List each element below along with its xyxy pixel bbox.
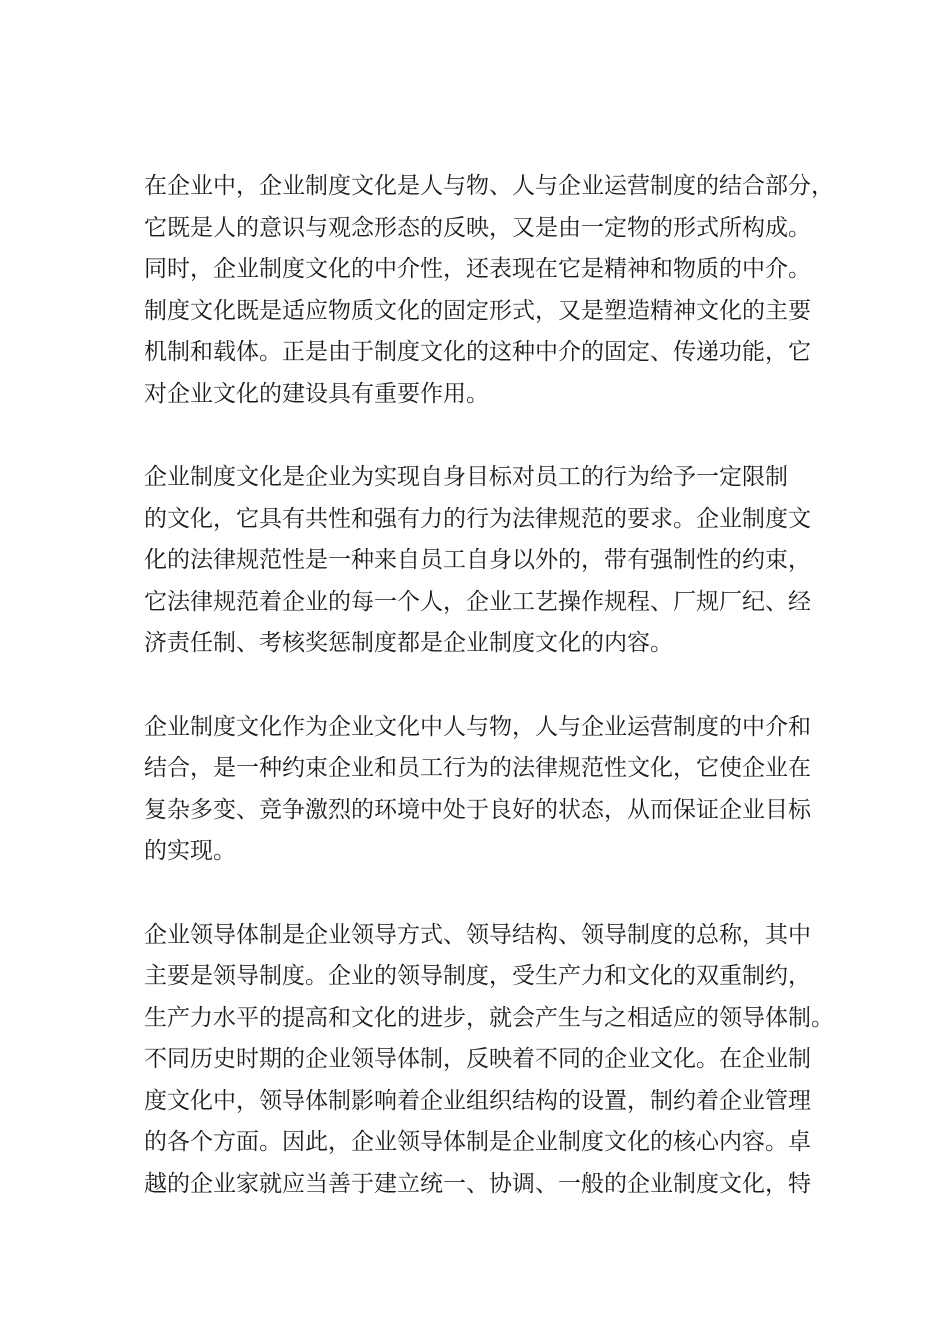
text-line: 机制和载体。正是由于制度文化的这种中介的固定、传递功能，它	[144, 339, 811, 365]
text-line: 企业制度文化是企业为实现自身目标对员工的行为给予一定限制	[144, 464, 788, 490]
text-line: 在企业中，企业制度文化是人与物、人与企业运营制度的结合部分，	[144, 173, 834, 199]
document-body	[144, 166, 834, 1247]
text-line: 同时，企业制度文化的中介性，还表现在它是精神和物质的中介。	[144, 256, 811, 282]
text-line: 不同历史时期的企业领导体制，反映着不同的企业文化。在企业制	[144, 1046, 811, 1072]
text-line: 度文化中，领导体制影响着企业组织结构的设置，制约着企业管理	[144, 1087, 811, 1114]
text-line: 企业制度文化作为企业文化中人与物，人与企业运营制度的中介和	[144, 713, 811, 740]
text-line: 对企业文化的建设具有重要作用。	[144, 380, 489, 407]
text-line: 制度文化既是适应物质文化的固定形式，又是塑造精神文化的主要	[144, 297, 811, 324]
paragraph-4	[144, 915, 834, 1206]
text-line: 化的法律规范性是一种来自员工自身以外的，带有强制性的约束，	[144, 547, 811, 573]
text-line: 济责任制、考核奖惩制度都是企业制度文化的内容。	[144, 630, 673, 656]
text-line: 生产力水平的提高和文化的进步，就会产生与之相适应的领导体制。	[144, 1004, 834, 1031]
text-line: 它法律规范着企业的每一个人，企业工艺操作规程、厂规厂纪、经	[144, 588, 811, 615]
text-line: 复杂多变、竞争激烈的环境中处于良好的状态，从而保证企业目标	[144, 796, 811, 823]
paragraph-1	[144, 166, 834, 415]
text-line: 企业领导体制是企业领导方式、领导结构、领导制度的总称，其中	[144, 921, 811, 948]
text-line: 的实现。	[144, 838, 236, 864]
paragraph-3	[144, 707, 824, 873]
text-line: 的文化，它具有共性和强有力的行为法律规范的要求。企业制度文	[144, 505, 811, 532]
text-line: 主要是领导制度。企业的领导制度，受生产力和文化的双重制约，	[144, 963, 811, 989]
text-line: 它既是人的意识与观念形态的反映，又是由一定物的形式所构成。	[144, 214, 811, 241]
text-line: 越的企业家就应当善于建立统一、协调、一般的企业制度文化，特	[144, 1170, 811, 1197]
text-line: 的各个方面。因此，企业领导体制是企业制度文化的核心内容。卓	[144, 1129, 811, 1155]
paragraph-2	[144, 457, 824, 665]
text-line: 结合，是一种约束企业和员工行为的法律规范性文化，它使企业在	[144, 755, 811, 781]
